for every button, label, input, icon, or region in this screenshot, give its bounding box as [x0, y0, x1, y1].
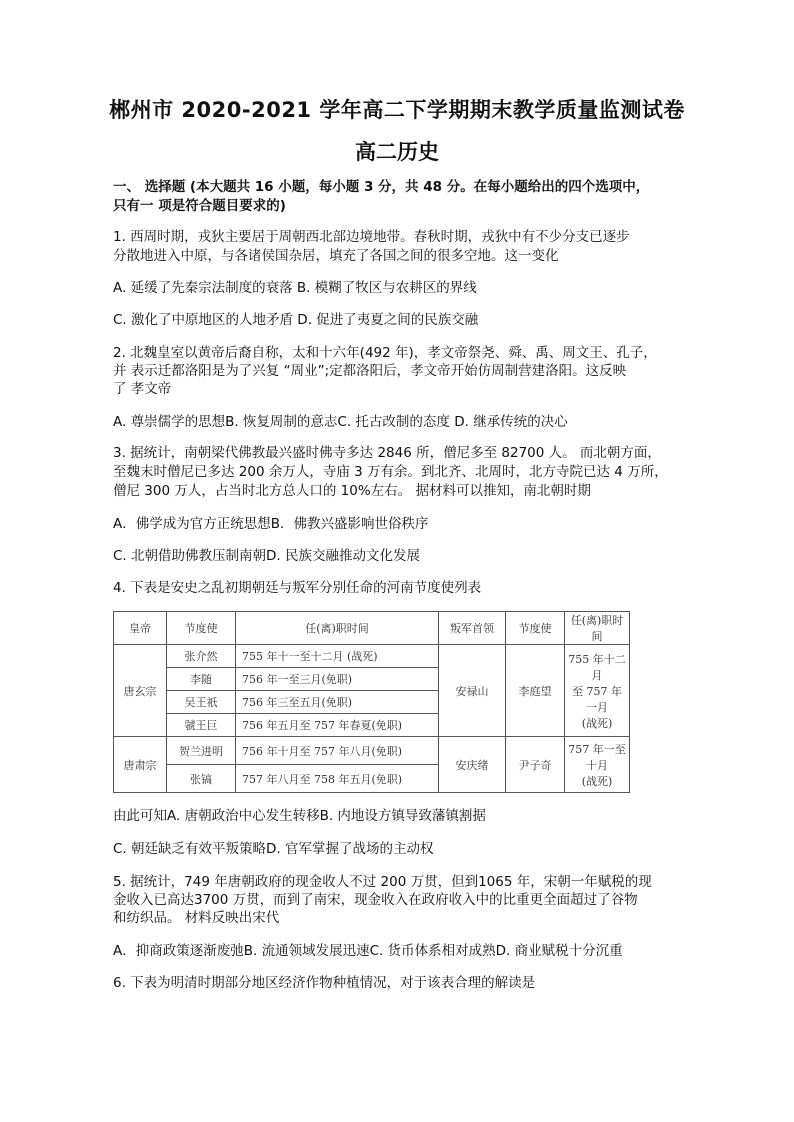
- q5-options: A．抑商政策逐渐废弛B. 流通领域发展迅速C. 货币体系相对成熟D. 商业赋税十分沉重: [113, 943, 623, 959]
- governor-name: 张镐: [167, 765, 236, 793]
- governor-name: 李随: [167, 668, 236, 691]
- rebel-term-2: [565, 737, 630, 793]
- rebel-governor-1: 李庭望: [506, 645, 565, 737]
- q3-options-ab: A．佛学成为官方正统思想B．佛教兴盛影响世俗秩序: [113, 516, 429, 532]
- q1-options-cd: C. 激化了中原地区的人地矛盾 D. 促进了夷夏之间的民族交融: [113, 312, 479, 328]
- rebel-term-1-line2: 至 757 年一月: [572, 684, 622, 714]
- emperor-xuanzong: 唐玄宗: [114, 645, 167, 737]
- q3-options-cd: C. 北朝借助佛教压制南朝D. 民族交融推动文化发展: [113, 548, 420, 564]
- q1-stem-line1: 1. 西周时期，戎狄主要居于周朝西北部边境地带。春秋时期，戎狄中有不少分支已逐步: [113, 229, 630, 245]
- q4-options-cd: C. 朝廷缺乏有效平叛策略D. 官军掌握了战场的主动权: [113, 841, 434, 857]
- header-rebel-governor: 节度使: [506, 612, 565, 645]
- q3-stem-line2: 至魏末时僧尼已多达 200 余万人，寺庙 3 万有余。到北齐、北周时，北方寺院已达 4 万所，: [113, 464, 668, 480]
- table-row: [114, 645, 630, 668]
- q3-stem-line1: 3. 据统计，南朝梁代佛教最兴盛时佛寺多达 2846 所，僧尼多至 82700 人。 而北朝方面，: [113, 445, 661, 461]
- governor-table: [113, 611, 630, 793]
- q3-stem-line3: 僧尼 300 万人，占当时北方总人口的 10%左右。 据材料可以推知，南北朝时期: [113, 483, 591, 499]
- governor-name: 虢王巨: [167, 714, 236, 737]
- governor-term: 756 年一至三月(免职): [236, 668, 439, 691]
- rebel-governor-2: 尹子奇: [506, 737, 565, 793]
- rebel-term-1-line1: 755 年十二月: [568, 652, 626, 682]
- q5-stem-line1: 5. 据统计，749 年唐朝政府的现金收人不过 200 万贯，但到1065 年，宋朝一年赋税的现: [113, 874, 652, 890]
- section-heading-line2: 只有一 项是符合题目要求的): [113, 198, 286, 214]
- header-rebel-term: 任(离)职时间: [565, 612, 630, 645]
- header-term: 任(离)职时间: [236, 612, 439, 645]
- q2-stem-line2: 并 表示迁都洛阳是为了兴复 “周业”;定都洛阳后，孝文帝开始仿周制营建洛阳。这反映: [113, 363, 627, 379]
- q2-stem-line1: 2. 北魏皇室以黄帝后裔自称，太和十六年(492 年)，孝文帝祭尧、舜、禹、周文王、孔子，: [113, 345, 657, 361]
- governor-name: 张介然: [167, 645, 236, 668]
- governor-name: 贺兰进明: [167, 737, 236, 765]
- governor-term: 756 年五月至 757 年春夏(免职): [236, 714, 439, 737]
- rebel-leader-1: 安禄山: [439, 645, 506, 737]
- q2-options: A. 尊崇儒学的思想B. 恢复周制的意志C. 托古改制的态度 D. 继承传统的决心: [113, 414, 568, 430]
- rebel-term-2-line1: 757 年一至十月: [568, 742, 626, 772]
- rebel-term-2-line2: (战死): [581, 774, 613, 788]
- governor-name: 吴王祇: [167, 691, 236, 714]
- header-rebel-leader: 叛军首领: [439, 612, 506, 645]
- q2-stem-line3: 了 孝文帝: [113, 381, 172, 397]
- table-header-row: [114, 612, 630, 645]
- section-heading-line1: 一、 选择题 (本大题共 16 小题，每小题 3 分，共 48 分。在每小题给出的四个选项中，: [113, 179, 650, 195]
- q5-stem-line2: 金收入已高达3700 万贯，而到了南宋，现金收入在政府收入中的比重更全面超过了谷物: [113, 892, 638, 908]
- q1-stem-line2: 分散地进入中原，与各诸侯国杂居，填充了各国之间的很多空地。这一变化: [113, 248, 559, 264]
- exam-title: 郴州市 2020-2021 学年高二下学期期末教学质量监测试卷: [109, 98, 685, 122]
- header-emperor: 皇帝: [114, 612, 167, 645]
- header-governor: 节度使: [167, 612, 236, 645]
- rebel-term-1-line3: (战死): [581, 716, 613, 730]
- governor-term: 756 年十月至 757 年八月(免职): [236, 737, 439, 765]
- q1-options-ab: A. 延缓了先秦宗法制度的衰落 B. 模糊了牧区与农耕区的界线: [113, 280, 477, 296]
- governor-term: 757 年八月至 758 年五月(免职): [236, 765, 439, 793]
- q5-stem-line3: 和纺织品。 材料反映出宋代: [113, 910, 280, 926]
- governor-term: 755 年十一至十二月 (战死): [236, 645, 439, 668]
- governor-term: 756 年三至五月(免职): [236, 691, 439, 714]
- q4-options-ab: 由此可知A. 唐朝政治中心发生转移B. 内地设方镇导致藩镇割据: [113, 808, 486, 824]
- q4-stem: 4. 下表是安史之乱初期朝廷与叛军分别任命的河南节度使列表: [113, 580, 482, 596]
- emperor-suzong: 唐肃宗: [114, 737, 167, 793]
- q6-stem: 6. 下表为明清时期部分地区经济作物种植情况，对于该表合理的解读是: [113, 975, 536, 991]
- rebel-leader-2: 安庆绪: [439, 737, 506, 793]
- rebel-term-1: [565, 645, 630, 737]
- table-row: [114, 737, 630, 765]
- exam-subject: 高二历史: [355, 140, 439, 164]
